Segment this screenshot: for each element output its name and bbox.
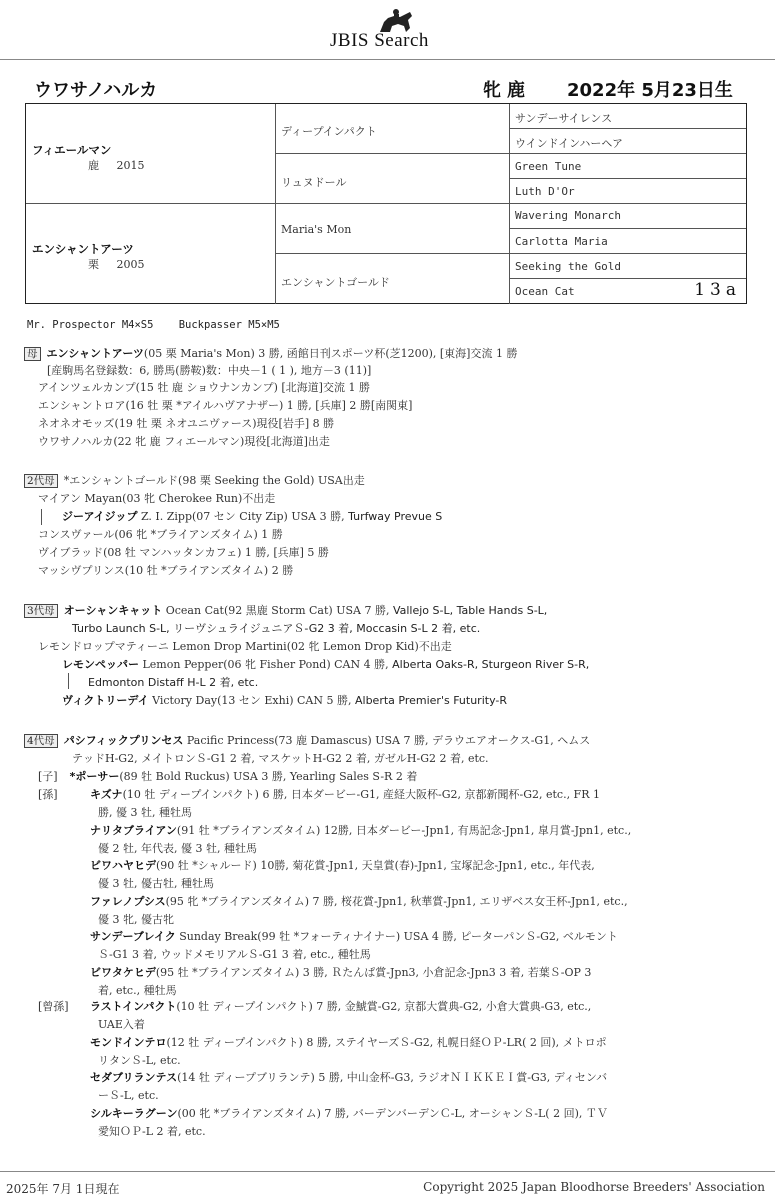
record-text: (10 牡 ディープインパクト) 7 勝, 金鯱賞-G2, 京都大賞典-G2, 小倉大賞典-G3, etc.,	[176, 1000, 592, 1013]
record-text: (12 牡 ディープインパクト) 8 勝, ステイヤーズＳ-G2, 札幌日経ＯＰ-LR( 2 回), メトロポ	[166, 1035, 607, 1049]
record-text: (95 牝 *ブライアンズタイム) 7 勝, 桜花賞-Jpn1, 秋華賞-Jpn1, エリザベス女王杯-Jpn1, etc.,	[165, 894, 628, 908]
horse-link[interactable]: オーシャンキャット	[63, 604, 163, 617]
tree-connector	[41, 509, 42, 525]
record-text: (91 牡 *ブライアンズタイム) 12勝, 日本ダービー-Jpn1, 有馬記念-Jpn1, 皐月賞-Jpn1, etc.,	[176, 823, 632, 837]
ped-g3-cell	[510, 154, 746, 179]
produce-row	[62, 694, 507, 708]
race-text: Vallejo S-L, Table Hands S-L,	[392, 604, 548, 617]
copyright: Copyright 2025 Japan Bloodhorse Breeders' Association	[423, 1180, 765, 1194]
header-rule	[0, 59, 775, 60]
descendant-row	[90, 930, 618, 944]
ped-g3-cell	[510, 104, 746, 129]
horse-link[interactable]: キズナ	[90, 788, 123, 801]
horse-link[interactable]: ラストインパクト	[90, 1000, 177, 1013]
record-continuation: UAE入着	[98, 1018, 145, 1031]
descendant-row	[90, 1000, 591, 1014]
race-text: Alberta Premier's Futurity-R	[354, 694, 507, 707]
grandchild-tag: [孫]	[38, 788, 58, 801]
produce-row: レモンドロップマティーニ Lemon Drop Martini(02 牝 Lemon Drop Kid)不出走	[38, 640, 452, 653]
g4-line	[24, 734, 590, 748]
horse-link[interactable]: ナリタブライアン	[90, 823, 177, 837]
ped-g3-name[interactable]: Ocean Cat	[515, 285, 575, 298]
horse-link[interactable]: ビワハヤヒデ	[90, 859, 156, 872]
ped-g3-name[interactable]: ウインドインハーヘア	[515, 137, 624, 150]
inbreeding-note: Mr. Prospector M4×S5 Buckpasser M5×M5	[27, 319, 280, 331]
record-text: (10 牡 ディープインパクト) 6 勝, 日本ダービー-G1, 産経大阪杯-G2, 京都新聞杯-G2, etc., FR 1	[122, 788, 600, 801]
ped-g3-name[interactable]: サンデーサイレンス	[515, 112, 613, 125]
descendant-row	[90, 788, 600, 802]
ped-g3-cell	[510, 229, 746, 254]
record-text: Sunday Break(99 牡 *フォーティナイナー) USA 4 勝, ピーターパンＳ-G2, ベルモント	[175, 930, 618, 943]
ped-g3-cell	[510, 179, 746, 204]
ped-g2-cell	[276, 204, 510, 254]
section-label-dam: 母	[24, 347, 41, 361]
dam-record: (05 栗 Maria's Mon) 3 勝, 函館日刊スポーツ杯(芝1200), [東海]交流 1 勝	[143, 347, 518, 360]
horse-link[interactable]: ジーアイジップ	[62, 510, 138, 523]
section-label-g4: 4代母	[24, 734, 58, 748]
ped-g2-cell	[276, 104, 510, 154]
record-continuation: Ｓ-G1 3 着, ウッドメモリアルＳ-G1 3 着, etc., 種牡馬	[98, 948, 371, 961]
ped-g3-name[interactable]: Carlotta Maria	[515, 235, 608, 248]
horse-link[interactable]: パシフィックプリンセス	[63, 734, 184, 747]
horse-name: ウワサノハルカ	[34, 80, 158, 101]
ped-g3-cell	[510, 279, 746, 304]
sire-name[interactable]: フィエールマン	[32, 143, 112, 157]
ped-g3-cell	[510, 254, 746, 279]
horse-link[interactable]: モンドインテロ	[90, 1035, 167, 1049]
produce-row: ネオネオモッズ(19 牡 栗 ネオユニヴァース)現役[岩手] 8 勝	[38, 417, 335, 430]
ped-g2-cell	[276, 254, 510, 304]
tree-connector	[68, 673, 69, 689]
ped-g3-name[interactable]: Seeking the Gold	[515, 260, 621, 273]
ped-g2-name[interactable]: リュヌドール	[281, 176, 347, 189]
record-continuation: 愛知ＯＰ-L 2 着, etc.	[98, 1124, 206, 1138]
race-text: Turfway Prevue S	[348, 510, 443, 523]
produce-row: エンシャントロア(16 牡 栗 *アイルハヴアナザー) 1 勝, [兵庫] 2 勝[南関東]	[38, 399, 413, 412]
g2-dam-record: *エンシャントゴールド(98 栗 Seeking the Gold) USA出走	[63, 474, 365, 487]
record-text: Pacific Princess(73 鹿 Damascus) USA 7 勝, デラウエアオークス-G1, ヘムス	[183, 734, 591, 747]
horse-link[interactable]: ヴィクトリーデイ	[62, 694, 149, 707]
produce-row: アインツェルカンプ(15 牡 鹿 ショウナンカンプ) [北海道]交流 1 勝	[38, 381, 370, 394]
pedigree-table	[25, 103, 747, 304]
horse-link[interactable]: レモンペッパー	[62, 658, 139, 671]
ped-g3-name[interactable]: Luth D'Or	[515, 185, 575, 198]
descendant-row	[90, 1071, 607, 1085]
record-text: Lemon Pepper(06 牝 Fisher Pond) CAN 4 勝,	[139, 658, 393, 671]
jbis-logo[interactable]	[327, 6, 467, 54]
record-text: Z. I. Zipp(07 セン City Zip) USA 3 勝,	[137, 510, 349, 523]
dam-line	[24, 347, 517, 361]
logo-text: JBIS Search	[330, 30, 429, 51]
produce-row: マッシヴプリンス(10 牡 *ブライアンズタイム) 2 勝	[38, 564, 294, 577]
dam-produce-summary: [産駒馬名登録数：6, 勝馬(勝鞍)数：中央－1 ( 1 ), 地方－3 (11)]	[47, 364, 372, 377]
great-grandchild-tag: [曾孫]	[38, 1000, 69, 1013]
descendant-row	[90, 824, 631, 838]
sire-color-year: 鹿 2015	[88, 159, 145, 172]
horse-link[interactable]: ファレノプシス	[90, 894, 166, 908]
dam-name[interactable]: エンシャントアーツ	[32, 242, 134, 256]
produce-row	[62, 510, 442, 524]
record-continuation: 勝, 優 3 牡, 種牡馬	[98, 806, 192, 819]
horse-link[interactable]: ビワタケヒデ	[90, 965, 156, 979]
descendant-row	[90, 895, 628, 909]
descendant-row	[90, 1036, 607, 1050]
ped-g3-cell	[510, 204, 746, 229]
descendant-row	[90, 1107, 608, 1121]
record-continuation: ーＳ-L, etc.	[98, 1089, 159, 1102]
g3-line	[24, 604, 547, 618]
horse-sex-color: 牝鹿	[483, 80, 531, 101]
child-tag: [子]	[38, 770, 58, 783]
produce-row	[62, 658, 589, 672]
record-continuation: テッドH-G2, メイトロンＳ-G1 2 着, マスケットH-G2 2 着, ガゼルH-G2 2 着, etc.	[72, 752, 489, 765]
record-continuation: Turbo Launch S-L, リーヴシュライジュニアＳ-G2 3 着, Moccasin S-L 2 着, etc.	[72, 622, 481, 635]
ped-g3-cell	[510, 129, 746, 154]
horse-link[interactable]: サンデーブレイク	[90, 930, 176, 943]
ped-g3-name[interactable]: Wavering Monarch	[515, 209, 621, 222]
family-number: 13a	[694, 280, 741, 300]
footer-rule	[0, 1171, 775, 1172]
record-text: (89 牡 Bold Ruckus) USA 3 勝, Yearling Sales S-R 2 着	[119, 770, 418, 783]
ped-g2-name[interactable]: ディープインパクト	[281, 125, 377, 138]
record-continuation: 着, etc., 種牡馬	[98, 983, 177, 997]
produce-row: ヴイブラッド(08 牡 マンハッタンカフェ) 1 勝, [兵庫] 5 勝	[38, 546, 329, 559]
as-of-date: 2025年 7月 1日現在	[6, 1182, 120, 1196]
descendant-row	[90, 859, 595, 873]
produce-row: マイアン Mayan(03 牝 Cherokee Run)不出走	[38, 492, 276, 505]
record-text: (00 牝 *ブライアンズタイム) 7 勝, バーデンバーデンＣ-L, オーシャンＳ-L( 2 回), ＴＶ	[177, 1106, 608, 1120]
record-text: Ocean Cat(92 黒鹿 Storm Cat) USA 7 勝,	[162, 604, 393, 617]
record-text: (95 牡 *ブライアンズタイム) 3 勝, Ｒたんぱ賞-Jpn3, 小倉記念-Jpn3 3 着, 若葉Ｓ-OP 3	[155, 965, 592, 979]
section-label-g3: 3代母	[24, 604, 58, 618]
race-text: Alberta Oaks-R, Sturgeon River S-R,	[392, 658, 590, 671]
produce-row: ウワサノハルカ(22 牝 鹿 フィエールマン)現役[北海道]出走	[38, 435, 330, 448]
record-continuation: 優 2 牡, 年代表, 優 3 牡, 種牡馬	[98, 841, 257, 855]
ped-g2-cell	[276, 154, 510, 204]
record-text: (14 牡 ディープブリランテ) 5 勝, 中山金杯-G3, ラジオＮＩＫＫＥＩ賞-G3, ディセンバ	[177, 1071, 608, 1084]
ped-g2-name[interactable]: エンシャントゴールド	[281, 276, 390, 289]
record-text: Victory Day(13 セン Exhi) CAN 5 勝,	[148, 694, 355, 707]
ped-g2-name[interactable]: Maria's Mon	[281, 223, 352, 236]
horse-link[interactable]: セダブリランテス	[90, 1071, 178, 1084]
record-continuation: リタンＳ-L, etc.	[98, 1053, 181, 1067]
dam-color-year: 栗 2005	[88, 258, 145, 271]
dam-cell	[26, 204, 276, 304]
descendant-row	[90, 966, 591, 980]
record-continuation: 優 3 牡, 優古牡, 種牡馬	[98, 877, 214, 890]
horse-link[interactable]: シルキーラグーン	[90, 1106, 178, 1120]
record-continuation: Edmonton Distaff H-L 2 着, etc.	[88, 676, 259, 689]
horse-link[interactable]: エンシャントアーツ	[46, 347, 144, 360]
produce-row: コンスヴァール(06 牝 *ブライアンズタイム) 1 勝	[38, 528, 283, 541]
section-label-g2: 2代母	[24, 474, 58, 488]
horse-birth-date: 2022年 5月23日生	[567, 80, 733, 101]
record-text: (90 牡 *シャルード) 10勝, 菊花賞-Jpn1, 天皇賞(春)-Jpn1, 宝塚記念-Jpn1, etc., 年代表,	[156, 859, 595, 872]
g2-line	[24, 474, 365, 488]
record-continuation: 優 3 牝, 優古牝	[98, 912, 174, 926]
sire-cell	[26, 104, 276, 204]
child-row	[38, 770, 417, 784]
ped-g3-name[interactable]: Green Tune	[515, 160, 582, 173]
horse-link[interactable]: *ポーサー	[69, 770, 120, 783]
